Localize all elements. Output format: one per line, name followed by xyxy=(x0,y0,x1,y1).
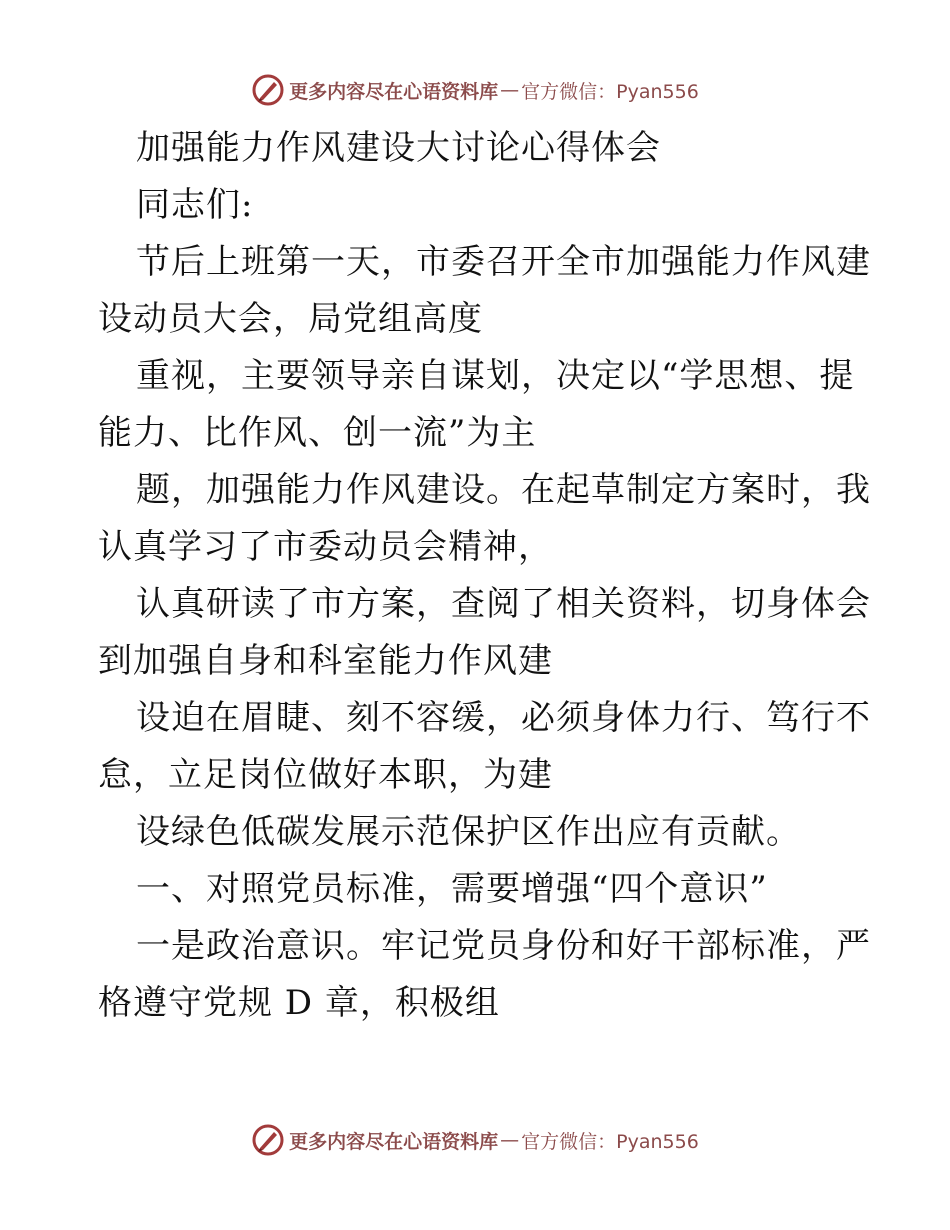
text-line: 怠，立足岗位做好本职，为建 xyxy=(98,755,553,795)
pen-logo-icon xyxy=(251,73,285,107)
pen-logo-icon xyxy=(251,1123,285,1157)
banner-separator: — xyxy=(500,1129,520,1151)
text-line: 格遵守党规 D 章，积极组 xyxy=(98,983,500,1023)
text-line: 同志们: xyxy=(136,185,254,225)
banner-separator: — xyxy=(500,79,520,101)
section-heading: 一、对照党员标准，需要增强“四个意识” xyxy=(136,869,768,909)
text-line: 题，加强能力作风建设。在起草制定方案时，我 xyxy=(136,470,871,510)
banner-wechat: 官方微信：Pyan556 xyxy=(521,1130,699,1153)
text-line: 重视，主要领导亲自谋划，决定以“学思想、提 xyxy=(136,356,855,396)
banner-text: 更多内容尽在心语资料库 xyxy=(289,80,499,103)
text-line: 认真研读了市方案，查阅了相关资料，切身体会 xyxy=(136,584,871,624)
text-line: 能力、比作风、创一流”为主 xyxy=(98,413,537,453)
header-banner xyxy=(0,68,950,112)
document-body xyxy=(98,120,871,1032)
text-line: 设动员大会，局党组高度 xyxy=(98,299,483,339)
footer-banner xyxy=(0,1118,950,1162)
banner-text: 更多内容尽在心语资料库 xyxy=(289,1130,499,1153)
document-title: 加强能力作风建设大讨论心得体会 xyxy=(136,128,661,168)
text-line: 设绿色低碳发展示范保护区作出应有贡献。 xyxy=(136,812,801,852)
text-line: 到加强自身和科室能力作风建 xyxy=(98,641,553,681)
banner-wechat: 官方微信：Pyan556 xyxy=(521,80,699,103)
text-line: 一是政治意识。牢记党员身份和好干部标准，严 xyxy=(136,926,871,966)
text-line: 节后上班第一天，市委召开全市加强能力作风建 xyxy=(136,242,871,282)
text-line: 设迫在眉睫、刻不容缓，必须身体力行、笃行不 xyxy=(136,698,871,738)
text-line: 认真学习了市委动员会精神， xyxy=(98,527,553,567)
